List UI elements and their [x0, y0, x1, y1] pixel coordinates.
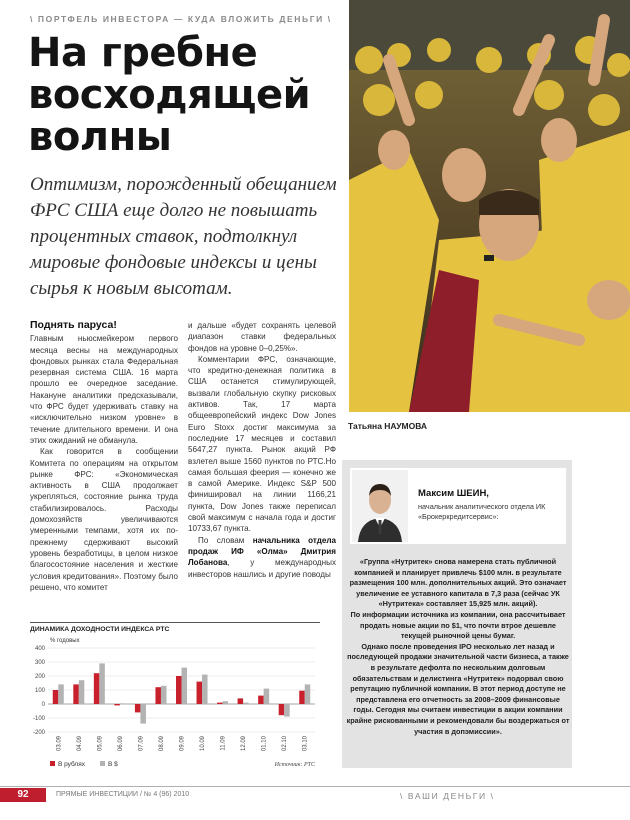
x-tick-label: 05.09 — [97, 736, 104, 752]
paragraph: Как говорится в сообщении Комитета по операциям на открытом рынке ФРС: «Экономическая активность в США продолжает укрепляться, состояние рынка труда стабилизировалось. Расходы домохозяйств увеличиваются умеренными темпами, хотя их по-прежнему сдерживают высокий уровень безработицы, в целом низкое благосостояние населения и жесткие условия кредитования». Поэтому было решено, что комитет — [30, 447, 178, 592]
bar-usd — [99, 663, 105, 704]
lead-paragraph: Оптимизм, порожденный обещанием ФРС США еще долго не повышать процентных ставок, подтолкнул мировые фондовые индексы и цены сырья к новым высотам. — [30, 174, 337, 299]
bar-usd — [202, 675, 208, 704]
paragraph-emphasis: начальника отдела продаж ИФ «Олма» Дмитрия Лобанова — [188, 535, 336, 568]
bar-usd — [243, 703, 249, 704]
article-column-1 — [30, 320, 178, 593]
photo-credit: Татьяна НАУМОВА — [348, 421, 428, 431]
y-tick-label: 100 — [34, 688, 45, 694]
y-tick-label: 0 — [41, 702, 45, 708]
subheading: Поднять паруса! — [30, 319, 117, 331]
bar-usd — [223, 701, 229, 704]
x-tick-label: 10.09 — [200, 736, 207, 752]
magazine-issue: ПРЯМЫЕ ИНВЕСТИЦИИ / № 4 (96) 2010 — [56, 791, 190, 798]
y-tick-label: -100 — [32, 716, 45, 722]
x-tick-label: 03.09 — [56, 736, 63, 752]
y-tick-label: 200 — [34, 674, 45, 680]
section-footer: \ ВАШИ ДЕНЬГИ \ — [400, 791, 495, 801]
bar-usd — [284, 704, 290, 717]
chart-title: ДИНАМИКА ДОХОДНОСТИ ИНДЕКСА РТС — [30, 626, 170, 633]
y-tick-label: 300 — [34, 660, 45, 666]
paragraph: Главным ньюсмейкером первого месяца весны на международных фондовых рынках стала Федеральная резервная система США. 16 марта прошло ее очередное заседание. Накануне аналитики предсказывали, что ФРС будет удерживать ставку на «исключительно низком уровне» в течение длительного времени. И она этих ожиданий не обманула. — [30, 334, 178, 445]
x-tick-label: 11.09 — [220, 736, 227, 751]
bar-usd — [58, 684, 64, 704]
trading-floor-photo — [349, 0, 630, 412]
bar-usd — [161, 686, 167, 704]
bar-rub — [176, 676, 182, 704]
bar-rub — [155, 687, 161, 704]
y-tick-label: 400 — [34, 646, 45, 652]
bar-rub — [53, 690, 59, 704]
quote-paragraph: Однако после проведения IPO несколько лет назад и последующей продажи значительной части бизнеса, а также в результате дефолта по нескольким долговым обязательствам и делистинга «Нутритек» подорвал свою репутацию публичной компании. В этот период доступе не представлена его отчетность за 2008–2009 финансовые годы. Сегодня мы считаем инвестиции в акции компании крайне рискованными и рекомендовали бы воздержаться от участия в допэмиссии». — [346, 641, 570, 736]
expert-name: Максим ШЕИН, — [418, 488, 489, 499]
paragraph: Комментарии ФРС, означающие, что кредитно-денежная политика в США останется стимулирующей, вызвали глобальную скупку рисковых активов. Так, 17 марта общеевропейский индекс Dow Jones Euro Stoxx достиг максимума за последние 17 месяцев и составил 5647,27 пункта. Рынок акций РФ взлетел выше 1560 пунктов по РТС.Но самая большая феерия — конечно же в самой Америке. Индекс S&P 500 финишировал на линии 1166,21 пункта, Dow Jones также переписал свой максимум с начала года и достиг 10733,67 пункта. — [188, 354, 336, 534]
chart-divider — [30, 622, 320, 623]
headline-line-1: На гребне — [28, 30, 258, 76]
legend-swatch — [100, 761, 105, 766]
bar-rub — [114, 704, 120, 705]
rts-yield-chart — [30, 634, 320, 774]
expert-quote — [346, 557, 570, 737]
bar-usd — [264, 689, 270, 704]
bar-rub — [217, 703, 223, 704]
bar-rub — [73, 684, 79, 704]
headline-line-2: восходящей — [28, 72, 311, 118]
legend-label: В рублях — [58, 761, 85, 768]
x-tick-label: 06.09 — [117, 736, 124, 752]
paragraph-text: По словам — [198, 535, 253, 545]
x-tick-label: 09.09 — [179, 736, 186, 752]
bar-usd — [79, 680, 85, 704]
page-number: 92 — [0, 788, 46, 802]
portrait-icon — [352, 470, 408, 542]
bar-rub — [94, 673, 100, 704]
chart-ylabel: % годовых — [50, 638, 80, 644]
legend-swatch — [50, 761, 55, 766]
bar-rub — [238, 698, 244, 704]
footer-divider — [0, 786, 630, 787]
paragraph: и дальше «будет сохранять целевой диапазон ставки федеральных фондов на уровне 0–0,25%». — [188, 321, 336, 353]
paragraph — [188, 535, 336, 580]
paragraph-text: , у международных инвесторов нашлись и другие поводы — [188, 558, 336, 579]
legend-label: В $ — [108, 761, 118, 768]
bar-usd — [182, 668, 188, 704]
x-tick-label: 04.09 — [76, 736, 83, 752]
x-tick-label: 03.10 — [302, 736, 309, 752]
section-kicker: \ ПОРТФЕЛЬ ИНВЕСТОРА — КУДА ВЛОЖИТЬ ДЕНЬГИ \ — [30, 14, 332, 24]
bar-rub — [279, 704, 285, 715]
quote-paragraph: По информации источника из компании, она рассчитывает продать новые акции по $1, что почти втрое дешевле текущей рыночной цены бумаг. — [350, 609, 566, 641]
x-tick-label: 01.10 — [261, 736, 268, 752]
bar-rub — [197, 682, 203, 704]
chart-source: Источник: РТС — [274, 762, 315, 768]
photo-illustration — [349, 0, 630, 412]
x-tick-label: 07.09 — [138, 736, 145, 752]
headline — [28, 32, 348, 158]
x-tick-label: 12.09 — [241, 736, 248, 752]
x-tick-label: 08.09 — [158, 736, 165, 752]
y-tick-label: -200 — [32, 730, 45, 736]
bar-rub — [135, 704, 141, 712]
expert-title: начальник аналитического отдела ИК «Брокеркредитсервис»: — [418, 502, 546, 521]
article-column-2 — [188, 320, 336, 580]
quote-paragraph: «Группа «Нутритек» снова намерена стать публичной компанией и планирует привлечь $100 млн. в результате размещения 100 млн. дополнительных акций. Это означает увеличение ее уставного капитала в 7,3 раза (сейчас УК «Нутритека» составляет 15,925 млн. акций). — [349, 557, 567, 609]
bar-usd — [120, 703, 126, 704]
bar-rub — [258, 696, 264, 704]
avatar — [352, 470, 408, 542]
bar-usd — [140, 704, 146, 724]
bar-usd — [305, 684, 311, 704]
x-tick-label: 02.10 — [282, 736, 289, 752]
headline-line-3: волны — [28, 114, 172, 160]
bar-rub — [299, 691, 305, 704]
